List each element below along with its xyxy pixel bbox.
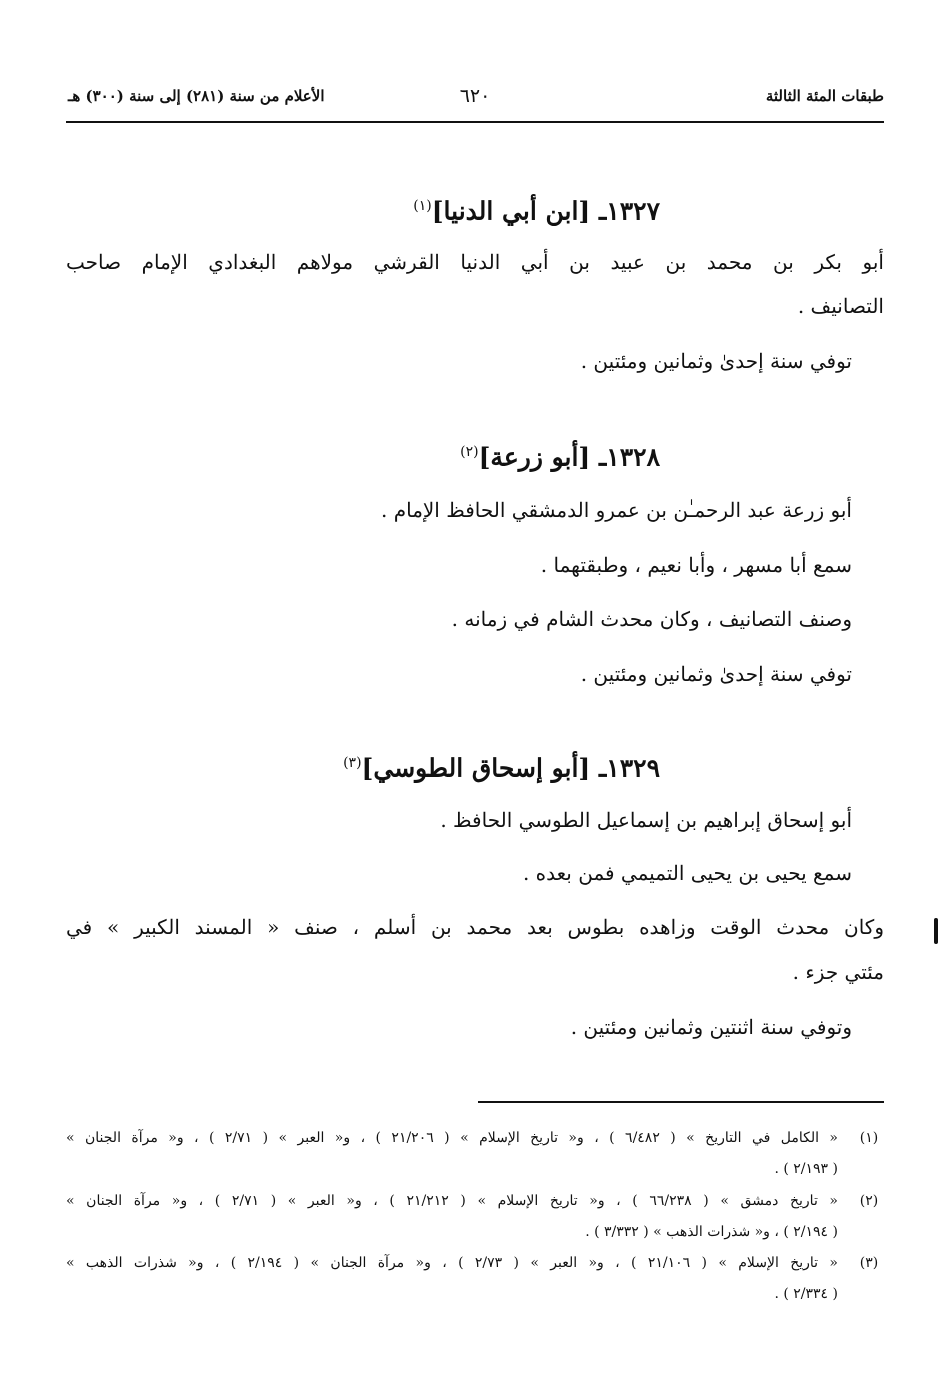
entry-text-line: أبو زرعة عبد الرحمـٰن بن عمرو الدمشقي الحافظ الإمام . [381,498,852,522]
running-header-range: الأعلام من سنة (٢٨١) إلى سنة (٣٠٠) هـ [68,87,325,105]
footnote-ref: (٣) [343,755,362,771]
footnote-ref: (٢) [460,444,479,460]
entry-heading-1329: ١٣٢٩ـ [أبو إسحاق الطوسي]$^{(٣)}$ [343,753,660,783]
footnote-ref: (١) [413,198,432,214]
entry-text-line: سمع أبا مسهر ، وأبا نعيم ، وطبقتهما . [540,553,852,577]
header-rule [66,121,884,123]
entry-text-line: توفي سنة إحدىٰ وثمانين ومئتين . [580,662,852,686]
footnote-text: « تاريخ الإسلام » ( ٢١/١٠٦ ) ، و« العبر » ( ٢/٧٣ ) ، و« مرآة الجنان » ( ٢/١٩٤ ) ، و« شذرات الذهب » [66,1255,838,1271]
entry-heading-1327: ١٣٢٧ـ [ابن أبي الدنيا]$^{(١)}$ [413,196,660,226]
footnote-number: (١) [859,1130,879,1146]
entry-heading-1328: ١٣٢٨ـ [أبو زرعة]$^{(٢)}$ [460,442,660,472]
page-number: ٦٢٠ [459,85,491,107]
footnote-text: ( ٢/١٩٤ ) ، و« شذرات الذهب » ( ٣/٣٣٢ ) . [585,1224,838,1240]
entry-text-line: مئتي جزء . [792,960,884,984]
footnote-number: (٢) [859,1193,879,1209]
footnote-text: « الكامل في التاريخ » ( ٦/٤٨٢ ) ، و« تاريخ الإسلام » ( ٢١/٢٠٦ ) ، و« العبر » ( ٢/٧١ ) ، و« مرآة الجنان » [66,1130,838,1146]
running-header-section: طبقات المئة الثالثة [765,87,884,105]
entry-text-line: وتوفي سنة اثنتين وثمانين ومئتين . [570,1015,852,1039]
footnote-text: ( ٢/٣٣٤ ) . [774,1286,838,1302]
footnote-text: « تاريخ دمشق » ( ٦٦/٢٣٨ ) ، و« تاريخ الإسلام » ( ٢١/٢١٢ ) ، و« العبر » ( ٢/٧١ ) ، و« مرآة الجنان » [66,1193,838,1209]
margin-mark [934,918,938,944]
entry-text-line: توفي سنة إحدىٰ وثمانين ومئتين . [580,349,852,373]
entry-text-line: وصنف التصانيف ، وكان محدث الشام في زمانه . [451,607,852,631]
footnote-text: ( ٢/١٩٣ ) . [774,1161,838,1177]
entry-text-line: أبو بكر بن محمد بن عبيد بن أبي الدنيا القرشي مولاهم البغدادي الإمام صاحب [66,250,884,274]
footnote-rule [478,1101,884,1103]
entry-text-line: أبو إسحاق إبراهيم بن إسماعيل الطوسي الحافظ . [440,808,852,832]
footnote-number: (٣) [859,1255,879,1271]
entry-text-line: سمع يحيى بن يحيى التميمي فمن بعده . [522,861,852,885]
entry-text-line: وكان محدث الوقت وزاهده بطوس بعد محمد بن أسلم ، صنف « المسند الكبير » في [66,915,884,939]
entry-text-line: التصانيف . [797,294,884,318]
